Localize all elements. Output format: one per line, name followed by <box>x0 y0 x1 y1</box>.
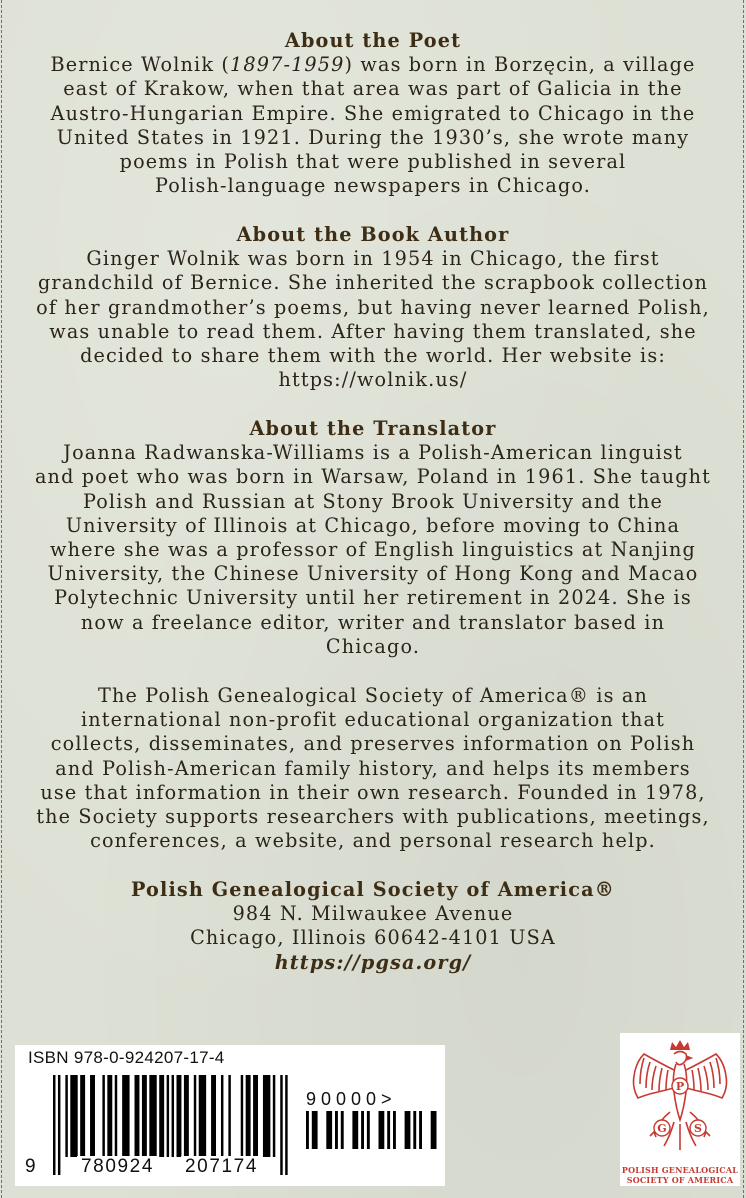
barcode-bar <box>326 1111 332 1149</box>
barcode-bar <box>335 1111 338 1149</box>
barcode-bar <box>241 1075 243 1157</box>
barcode-bar <box>211 1075 216 1157</box>
barcode-bar <box>280 1075 282 1175</box>
poet-birthplace: ) was born in Borzęcin, a village <box>344 53 696 77</box>
barcode-bar <box>194 1075 196 1157</box>
translator-line: and poet who was born in Warsaw, Poland in 1961. She taught <box>34 465 712 489</box>
author-website-link: https://wolnik.us/ <box>278 368 468 392</box>
barcode-bar <box>405 1111 411 1149</box>
barcode-bar <box>273 1075 275 1157</box>
poet-line: Austro-Hungarian Empire. She emigrated to Chicago in the <box>50 101 696 125</box>
author-line: Ginger Wolnik was born in 1954 in Chicago, the first <box>86 247 660 271</box>
barcode-bar <box>70 1075 77 1157</box>
barcode-bar <box>285 1075 287 1175</box>
barcode-bar <box>246 1075 251 1157</box>
pgsa-line: use that information in their own research. Founded in 1978, <box>40 780 706 804</box>
pgsa-org-name: Polish Genealogical Society of America® <box>131 878 615 901</box>
about-translator-heading: About the Translator <box>249 417 497 440</box>
poet-name: Bernice Wolnik ( <box>50 53 231 77</box>
logo-caption-line-2: SOCIETY OF AMERICA <box>626 1175 734 1185</box>
translator-line: Joanna Radwanska-Williams is a Polish-American linguist <box>63 441 683 465</box>
barcode-bar <box>306 1111 309 1149</box>
barcode-bar <box>80 1075 85 1157</box>
pgsa-line: collects, disseminates, and preserves information on Polish <box>50 732 696 756</box>
author-line: grandchild of Bernice. She inherited the scrapbook collection <box>37 271 709 295</box>
poet-line: poems in Polish that were published in several <box>119 150 627 174</box>
barcode-bar <box>90 1075 95 1157</box>
barcode-right-digits: 207174 <box>181 1156 262 1178</box>
barcode-bar <box>58 1075 60 1175</box>
barcode-bar <box>135 1075 140 1157</box>
about-poet-section <box>10 29 736 198</box>
pgsa-address-section <box>10 878 736 975</box>
translator-line: University, the Chinese University of Hong Kong and Macao <box>47 562 699 586</box>
about-author-section <box>10 223 736 392</box>
poet-line: east of Krakow, when that area was part of Galicia in the <box>63 77 683 101</box>
barcode-bar <box>107 1075 112 1157</box>
translator-line: University of Illinois at Chicago, before moving to China <box>65 513 681 537</box>
isbn-barcode <box>15 1045 445 1186</box>
polish-eagle-icon <box>624 1036 736 1164</box>
translator-line: Polytechnic University until her retirement in 2024. She is <box>54 586 692 610</box>
translator-line: where she was a professor of English linguistics at Nanjing <box>50 538 696 562</box>
barcode-bar <box>341 1111 344 1149</box>
barcode-addon-bars <box>306 1111 438 1149</box>
logo-caption-line-1: POLISH GENEALOGICAL <box>621 1165 739 1175</box>
barcode-bar <box>167 1075 169 1157</box>
barcode-bar <box>53 1075 55 1175</box>
barcode-bar <box>115 1075 117 1157</box>
poet-line-1 <box>10 53 736 77</box>
barcode-bar <box>102 1075 104 1157</box>
barcode-bar <box>413 1111 416 1149</box>
translator-line: Chicago. <box>325 634 421 658</box>
translator-line: now a freelance editor, writer and translator based in <box>80 610 666 634</box>
author-line: decided to share them with the world. Her website is: <box>80 344 666 368</box>
seal-letter-g: G <box>657 1122 667 1135</box>
barcode-bar <box>177 1075 182 1157</box>
isbn-label: ISBN 978-0-924207-17-4 <box>28 1048 225 1067</box>
about-poet-text <box>10 53 736 198</box>
barcode-bar <box>172 1075 174 1157</box>
barcode-bar <box>312 1111 318 1149</box>
barcode-bar <box>419 1111 422 1149</box>
pgsa-line: The Polish Genealogical Society of America® is an <box>98 684 648 707</box>
barcode-bar <box>352 1111 358 1149</box>
pgsa-line: and Polish-American family history, and helps its members <box>55 756 691 780</box>
about-translator-text <box>10 441 736 659</box>
poet-line: Polish-language newspapers in Chicago. <box>154 174 592 198</box>
barcode-bar <box>159 1075 164 1157</box>
barcode-bar <box>65 1075 67 1157</box>
barcode-bar <box>122 1075 129 1157</box>
pgsa-line: the Society supports researchers with publications, meetings, <box>36 805 710 829</box>
pgsa-line: international non-profit educational organization that <box>80 708 666 732</box>
barcode-bar <box>228 1075 230 1157</box>
barcode-bar <box>379 1111 385 1149</box>
barcode-bar <box>263 1075 270 1157</box>
barcode-lead-digit: 9 <box>25 1156 38 1177</box>
about-poet-heading: About the Poet <box>284 29 462 52</box>
pgsa-website-link: https://pgsa.org/ <box>274 950 472 974</box>
barcode-addon-digits: 90000> <box>306 1089 397 1109</box>
barcode-bar <box>387 1111 390 1149</box>
seal-letter-p: P <box>675 1080 685 1093</box>
barcode-bar <box>253 1075 258 1157</box>
about-translator-section <box>10 417 736 659</box>
barcode-left-digits: 780924 <box>77 1156 158 1178</box>
poet-years: 1897-1959 <box>230 53 345 77</box>
pgsa-city: Chicago, Illinois 60642-4101 USA <box>190 926 556 950</box>
barcode-bar <box>367 1111 370 1149</box>
translator-line: Polish and Russian at Stony Brook University and the <box>82 489 664 513</box>
author-line: of her grandmother’s poems, but having never learned Polish, <box>36 295 710 319</box>
pgsa-logo <box>620 1033 740 1186</box>
seal-letter-s: S <box>694 1122 702 1135</box>
barcode-bar <box>393 1111 396 1149</box>
barcode-bar <box>184 1075 189 1157</box>
barcode-bar <box>431 1111 437 1149</box>
pgsa-description-section <box>10 684 736 853</box>
trim-line-right <box>743 0 744 1198</box>
barcode-bar <box>142 1075 147 1157</box>
barcode-bar <box>199 1075 206 1157</box>
about-author-text <box>10 247 736 392</box>
barcode-bar <box>221 1075 223 1157</box>
barcode-bar <box>361 1111 364 1149</box>
barcode-bar <box>149 1075 156 1157</box>
author-line: was unable to read them. After having them translated, she <box>49 319 697 343</box>
poet-line: United States in 1921. During the 1930’s, she wrote many <box>56 125 690 149</box>
pgsa-street: 984 N. Milwaukee Avenue <box>232 902 514 926</box>
about-author-heading: About the Book Author <box>236 223 510 246</box>
pgsa-line: conferences, a website, and personal research help. <box>90 829 656 853</box>
trim-line-left <box>1 0 2 1198</box>
